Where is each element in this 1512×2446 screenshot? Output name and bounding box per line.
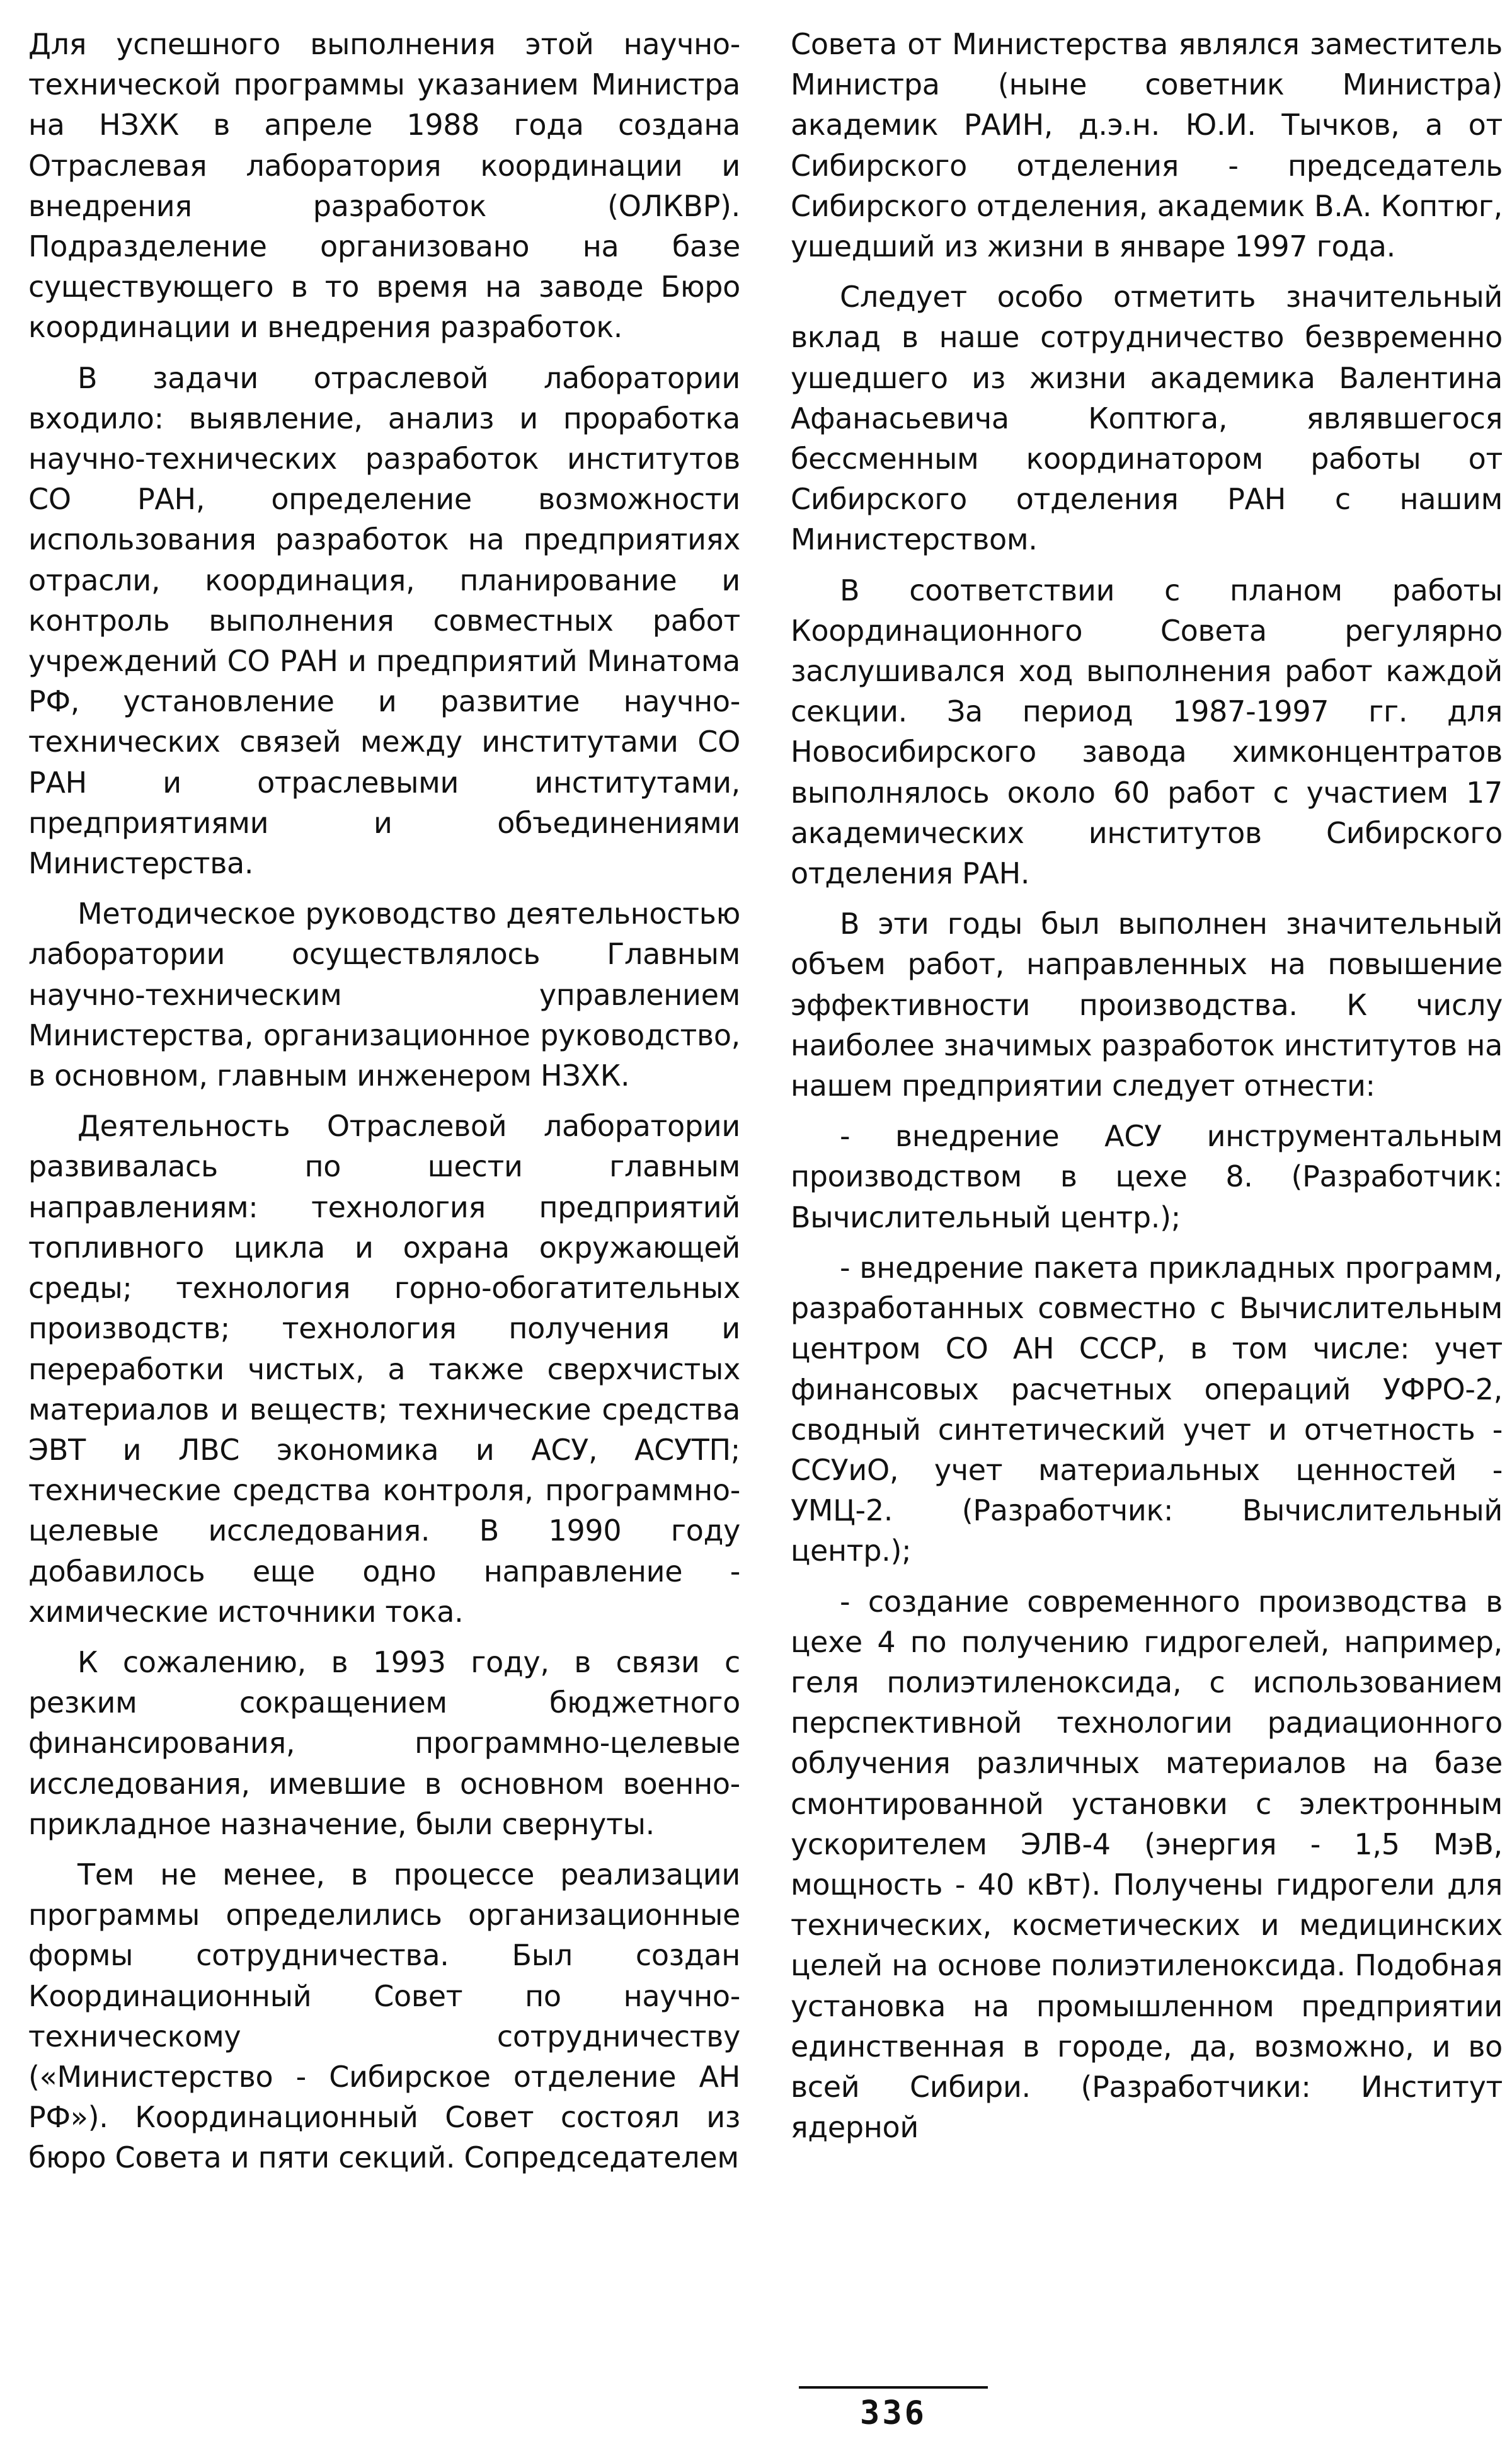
- left-column: [28, 24, 740, 2188]
- paragraph: Методическое руководство деятельностью лаборатории осуществлялось Главным научно-техническим управлением Министерства, организационное руководство, в основном, главным инженером НЗХК.: [28, 897, 740, 1093]
- paragraph: Совета от Министерства являлся заместитель Министра (ныне советник Министра) академик РАИН, д.э.н. Ю.И. Тычков, а от Сибирского отделения - председатель Сибирского отделения, академик В.А. Коптюг, ушедший из жизни в январе 1997 года.: [791, 27, 1503, 264]
- list-item: - внедрение АСУ инструментальным производством в цехе 8. (Разработчик: Вычислительный центр.);: [791, 1119, 1503, 1234]
- paragraph: Тем не менее, в процессе реализации программы определились организационные формы сотрудничества. Был создан Координационный Совет по научно-техническому сотрудничеству («Министерство - Сибирское отделение АН РФ»). Координационный Совет состоял из бюро Совета и пяти секций. Сопредседателем: [28, 1857, 740, 2175]
- footer-divider: [799, 2386, 988, 2389]
- paragraph: В соответствии с планом работы Координационного Совета регулярно заслушивался ход выполнения работ каждой секции. За период 1987-1997 гг. для Новосибирского завода химконцентратов выполнялось около 60 работ с участием 17 академических институтов Сибирского отделения РАН.: [791, 573, 1503, 891]
- page-number: 336: [860, 2394, 927, 2432]
- list-item: - внедрение пакета прикладных программ, разработанных совместно с Вычислительным центром СО АН СССР, в том числе: учет финансовых расчетных операций УФРО-2, сводный синтетический учет и отчетность - ССУиО, учет материальных ценностей - УМЦ-2. (Разработчик: Вычислительный центр.);: [791, 1250, 1503, 1568]
- paragraph: Деятельность Отраслевой лаборатории развивалась по шести главным направлениям: технология предприятий топливного цикла и охрана окружающей среды; технология горно-обогатительных производств; технология получения и переработки чистых, а также сверхчистых материалов и веществ; технические средства ЭВТ и ЛВС экономика и АСУ, АСУТП; технические средства контроля, программно-целевые исследования. В 1990 году добавилось еще одно направление - химические источники тока.: [28, 1109, 740, 1629]
- paragraph: Для успешного выполнения этой научно-технической программы указанием Министра на НЗХК в апреле 1988 года создана Отраслевая лаборатория координации и внедрения разработок (ОЛКВР). Подразделение организовано на базе существующего в то время на заводе Бюро координации и внедрения разработок.: [28, 27, 740, 345]
- list-item: - создание современного производства в цехе 4 по получению гидрогелей, например, геля полиэтиленоксида, с использованием перспективной технологии радиационного облучения различных материалов на базе смонтированной установки с электронным ускорителем ЭЛВ-4 (энергия - 1,5 МэВ, мощность - 40 кВт). Получены гидрогели для технических, косметических и медицинских целей на основе полиэтиленоксида. Подобная установка на промышленном предприятии единственная в городе, да, возможно, и во всей Сибири. (Разработчики: Институт ядерной: [791, 1584, 1503, 2145]
- paragraph: К сожалению, в 1993 году, в связи с резким сокращением бюджетного финансирования, программно-целевые исследования, имевшие в основном военно-прикладное назначение, были свернуты.: [28, 1645, 740, 1841]
- paragraph: В задачи отраслевой лаборатории входило: выявление, анализ и проработка научно-технических разработок институтов СО РАН, определение возможности использования разработок на предприятиях отрасли, координация, планирование и контроль выполнения совместных работ учреждений СО РАН и предприятий Минатома РФ, установление и развитие научно-технических связей между институтами СО РАН и отраслевыми институтами, предприятиями и объединениями Министерства.: [28, 360, 740, 881]
- paragraph: В эти годы был выполнен значительный объем работ, направленных на повышение эффективности производства. К числу наиболее значимых разработок институтов на нашем предприятии следует отнести:: [791, 907, 1503, 1103]
- paragraph: Следует особо отметить значительный вклад в наше сотрудничество безвременно ушедшего из жизни академика Валентина Афанасьевича Коптюга, являвшегося бессменным координатором работы от Сибирского отделения РАН с нашим Министерством.: [791, 280, 1503, 557]
- right-column: [791, 24, 1503, 2157]
